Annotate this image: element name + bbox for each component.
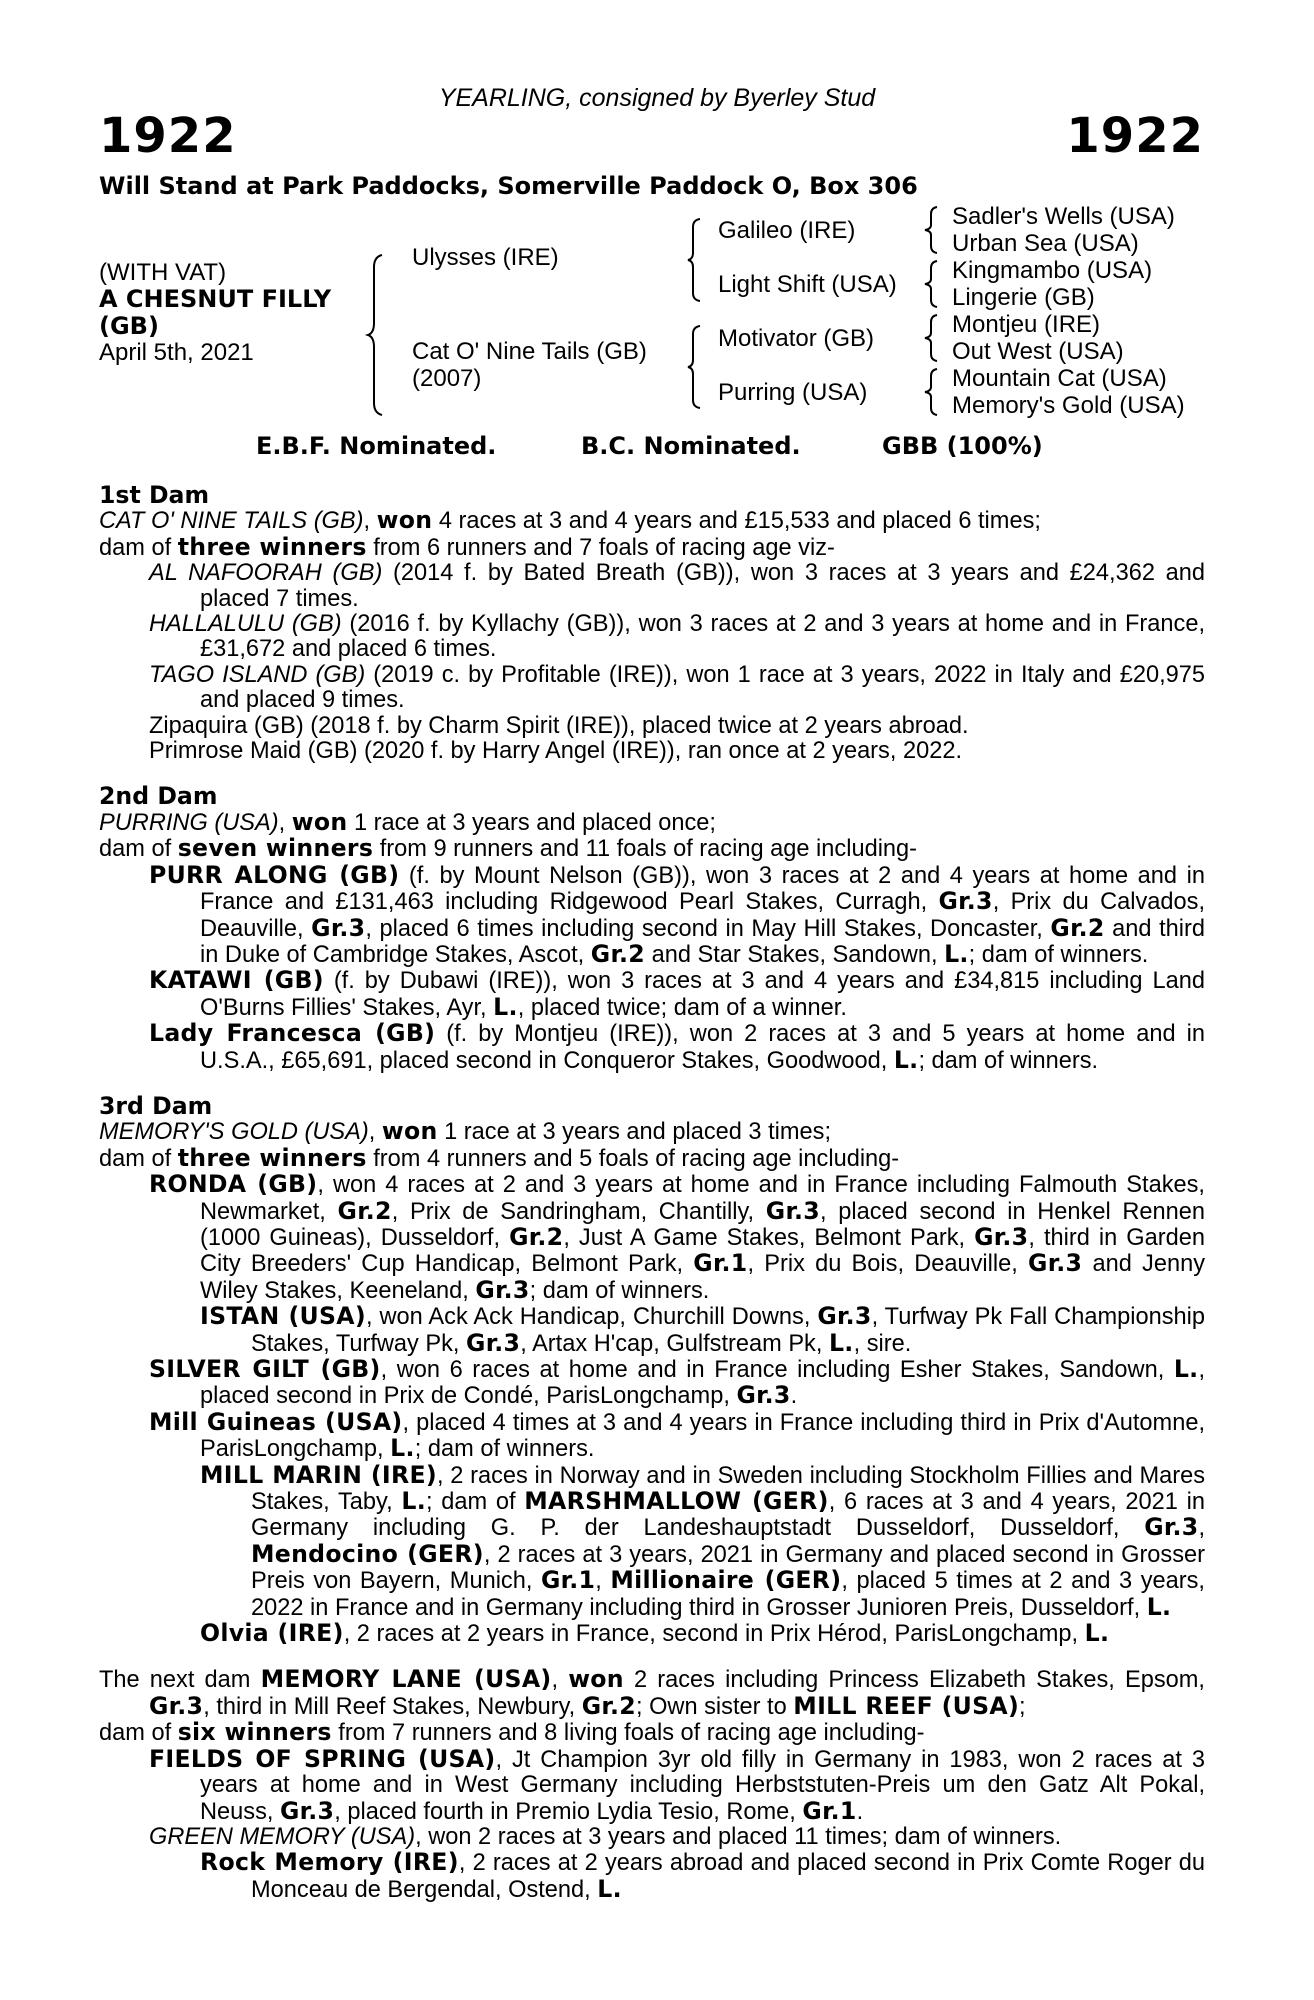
dam-name: MEMORY'S GOLD (USA)	[99, 1119, 369, 1146]
text: , sire.	[853, 1330, 912, 1357]
grade: Gr.3	[817, 1302, 872, 1331]
grade: L.	[401, 1487, 426, 1516]
dam-record	[99, 1119, 1205, 1145]
text: ,	[278, 809, 292, 836]
sire-dam: Light Shift (USA)	[718, 271, 897, 298]
text: and Star Stakes, Sandown,	[645, 941, 945, 968]
text: ,	[551, 1667, 569, 1694]
produce-name: Lady Francesca (GB)	[149, 1019, 436, 1048]
g3-sdd: Lingerie (GB)	[952, 284, 1095, 311]
grade: Gr.1	[693, 1249, 748, 1278]
grade: Gr.3	[1028, 1249, 1083, 1278]
dam-name: MEMORY LANE (USA)	[260, 1665, 552, 1694]
grade: Gr.1	[802, 1796, 857, 1825]
text: ,	[1198, 1515, 1205, 1542]
gbb-rating: GBB (100%)	[882, 432, 1043, 460]
foaling-date: April 5th, 2021	[99, 339, 254, 366]
winners-count: three winners	[177, 1143, 367, 1172]
produce-entry	[99, 1407, 1205, 1463]
produce-name: ISTAN (USA)	[200, 1302, 366, 1331]
catalogue-subtitle: YEARLING, consigned by Byerley Stud	[438, 84, 876, 112]
produce-name: KATAWI (GB)	[149, 966, 324, 995]
produce-entry	[99, 1357, 1205, 1410]
text: dam of	[99, 534, 178, 561]
text: , Artax H'cap, Gulfstream Pk,	[520, 1330, 829, 1357]
horse-name-country: (GB)	[99, 312, 159, 340]
grade: L.	[1173, 1355, 1199, 1383]
produce-entry-gen2	[99, 1850, 1205, 1903]
produce-entry	[99, 561, 1205, 612]
horse-name: A CHESNUT FILLY	[99, 285, 332, 313]
produce-entry: Primrose Maid (GB) (2020 f. by Harry Angel (IRE)), ran once at 2 years, 2022.	[149, 738, 962, 765]
text: ,	[368, 1119, 382, 1146]
text: (2019 c. by Profitable (IRE)), won 1 race at 3 years, 2022 in Italy and £20,975 and placed 9 times.	[200, 661, 1205, 714]
stand-location: Will Stand at Park Paddocks, Somerville Paddock O, Box 306	[99, 172, 918, 200]
text: ; dam of winners.	[918, 1047, 1099, 1074]
vat-note: (WITH VAT)	[99, 259, 227, 286]
section-heading-3rd-dam: 3rd Dam	[99, 1091, 213, 1120]
dam-record	[99, 807, 1205, 836]
produce-entry-gen2	[99, 1460, 1205, 1621]
text: The next dam	[99, 1667, 261, 1694]
spacer	[99, 1647, 1205, 1667]
text: , Prix du Calvados, Deauville,	[200, 889, 1205, 942]
grade: L.	[1146, 1592, 1172, 1621]
grade: L.	[893, 1045, 919, 1074]
produce-entry	[99, 860, 1205, 969]
ebf-nomination: E.B.F. Nominated.	[256, 432, 497, 460]
grade: Gr.2	[509, 1222, 564, 1251]
grade: Gr.3	[280, 1796, 335, 1825]
pedigree-brace-g3-3	[925, 313, 939, 363]
text: , placed 5 times at 2 and 3 years, 2022 in France and in Germany including third in Grosser Junioren Preis, Dusseldorf,	[251, 1568, 1205, 1621]
dam-dam: Purring (USA)	[718, 379, 868, 406]
text: (f. by Mount Nelson (GB)), won 3 races at 2 and 4 years at home and in France and £131,463 including Ridgewood Pearl Stakes, Curragh,	[200, 862, 1205, 916]
text: , Prix du Bois, Deauville,	[747, 1251, 1029, 1278]
produce-name: Mendocino (GER)	[251, 1539, 484, 1568]
produce-name: SILVER GILT (GB)	[149, 1355, 381, 1383]
grade: Gr.3	[1144, 1513, 1199, 1542]
text: , placed second in Prix de Condé, ParisLongchamp,	[200, 1357, 1205, 1410]
dam-year: (2007)	[412, 365, 482, 392]
text: dam of	[99, 1720, 178, 1747]
produce-entry	[99, 968, 1205, 1021]
pedigree-brace-main	[368, 255, 388, 415]
text: , Jt Champion 3yr old filly in Germany in 1983, won 2 races at 3 years at home and in West Germany including Herbststuten-Preis um den Gatz Alt Pokal, Neuss,	[200, 1746, 1206, 1825]
g3-dss: Montjeu (IRE)	[952, 311, 1101, 338]
produce-name: Mill Guineas (USA)	[149, 1407, 403, 1436]
text: , 6 races at 3 and 4 years, 2021 in Germany including G. P. der Landeshauptstadt Dusseldorf, Dusseldorf,	[251, 1489, 1205, 1542]
grade: Gr.3	[311, 913, 366, 942]
text: ; dam of winners.	[968, 941, 1149, 968]
text: ;	[1019, 1693, 1026, 1720]
won: won	[291, 807, 348, 836]
produce-name: FIELDS OF SPRING (USA)	[149, 1744, 496, 1773]
pedigree-body	[99, 483, 1205, 1903]
pedigree-brace-g3-1	[925, 205, 939, 255]
text: and Jenny Wiley Stakes, Keeneland,	[200, 1251, 1205, 1304]
g3-sds: Kingmambo (USA)	[952, 257, 1153, 284]
text: , third in Garden City Breeders' Cup Handicap, Belmont Park,	[200, 1224, 1205, 1278]
text: , 2 races at 2 years abroad and placed second in Prix Comte Roger du Monceau de Bergendal, Ostend,	[251, 1850, 1205, 1903]
grade: Gr.2	[1050, 913, 1105, 942]
grade: Gr.2	[590, 939, 646, 968]
section-heading-2nd-dam: 2nd Dam	[99, 782, 218, 811]
text: , third in Mill Reef Stakes, Newbury,	[203, 1693, 582, 1720]
dam-sire: Motivator (GB)	[718, 325, 875, 352]
text: 1 race at 3 years and placed once;	[347, 809, 716, 836]
text: ,	[595, 1568, 611, 1595]
text: 4 races at 3 and 4 years and £15,533 and placed 6 times;	[432, 508, 1041, 535]
produce-name: HALLALULU (GB)	[149, 611, 342, 638]
produce-name: Millionaire (GER)	[610, 1566, 842, 1595]
grade: Gr.3	[149, 1691, 204, 1720]
text: from 6 runners and 7 foals of racing age viz-	[366, 534, 835, 561]
produce-name: MILL MARIN (IRE)	[200, 1460, 437, 1489]
g3-ddd: Memory's Gold (USA)	[952, 392, 1185, 419]
text: from 4 runners and 5 foals of racing age including-	[366, 1145, 900, 1172]
text: , 2 races in Norway and in Sweden including Stockholm Fillies and Mares Stakes, Taby,	[251, 1462, 1205, 1516]
produce-name: MARSHMALLOW (GER)	[524, 1487, 829, 1516]
pedigree-brace-dam	[688, 326, 702, 408]
grade: L.	[1084, 1619, 1110, 1648]
produce-entry	[99, 1021, 1205, 1074]
text: , 2 races at 2 years in France, second in Prix Hérod, ParisLongchamp,	[343, 1621, 1085, 1648]
winners-count: three winners	[177, 532, 367, 561]
text: (2016 f. by Kyllachy (GB)), won 3 races at 2 and 3 years at home and in France, £31,672 and placed 6 times.	[200, 611, 1206, 663]
text: , Turfway Pk Fall Championship Stakes, Turfway Pk,	[251, 1304, 1205, 1357]
grade: Gr.3	[475, 1275, 530, 1304]
won: won	[568, 1665, 624, 1694]
g3-dsd: Out West (USA)	[952, 338, 1124, 365]
text: and third in Duke of Cambridge Stakes, Ascot,	[200, 915, 1205, 968]
winners-count: six winners	[177, 1718, 332, 1747]
sibling-name: MILL REEF (USA)	[793, 1691, 1020, 1720]
produce-name: AL NAFOORAH (GB)	[149, 560, 383, 587]
text: from 7 runners and 8 living foals of racing age including-	[331, 1720, 925, 1747]
dam-name: PURRING (USA)	[99, 809, 279, 836]
produce-name: Olvia (IRE)	[200, 1619, 344, 1648]
grade: L.	[390, 1434, 415, 1463]
bc-nomination: B.C. Nominated.	[581, 432, 801, 460]
g3-sss: Sadler's Wells (USA)	[952, 203, 1175, 230]
grade: Gr.3	[736, 1381, 791, 1410]
text: ,	[363, 508, 377, 535]
grade: Gr.2	[337, 1196, 392, 1225]
text: , placed twice; dam of a winner.	[517, 994, 847, 1021]
text: ; dam of winners.	[414, 1436, 595, 1463]
dam-record	[99, 508, 1205, 534]
dam-produce-summary	[99, 1143, 1205, 1172]
dam-produce-summary	[99, 532, 1205, 561]
sire-sire: Galileo (IRE)	[718, 217, 856, 244]
produce-name: Rock Memory (IRE)	[200, 1848, 459, 1877]
g3-dds: Mountain Cat (USA)	[952, 365, 1167, 392]
winners-count: seven winners	[177, 834, 374, 863]
dam-name: CAT O' NINE TAILS (GB)	[99, 508, 364, 535]
text: ; dam of	[425, 1489, 525, 1516]
produce-name: RONDA (GB)	[149, 1170, 318, 1199]
produce-name: PURR ALONG (GB)	[149, 860, 400, 889]
won: won	[376, 506, 433, 535]
text: 2 races including Princess Elizabeth Stakes, Epsom,	[623, 1667, 1205, 1694]
next-dam-record	[99, 1667, 1205, 1720]
text: (f. by Dubawi (IRE)), won 3 races at 3 and 4 years and £34,815 including Land O'Burns Fillies' Stakes, Ayr,	[200, 968, 1205, 1021]
spacer	[99, 764, 1205, 784]
text: , placed 6 times including second in May Hill Stakes, Doncaster,	[365, 915, 1051, 942]
text: , 2 races at 3 years, 2021 in Germany and placed second in Grosser Preis von Bayern, Munich,	[251, 1541, 1205, 1595]
grade: Gr.1	[540, 1566, 596, 1595]
text: dam of	[99, 1145, 178, 1172]
produce-entry-gen2	[99, 1621, 1205, 1647]
pedigree-brace-sire	[688, 219, 702, 301]
text: ; dam of winners.	[529, 1277, 710, 1304]
grade: Gr.3	[938, 887, 993, 916]
produce-entry-gen2	[99, 1304, 1205, 1357]
pedigree-brace-g3-4	[925, 367, 939, 417]
grade: L.	[493, 992, 518, 1021]
g3-ssd: Urban Sea (USA)	[952, 230, 1139, 257]
dam: Cat O' Nine Tails (GB)	[412, 338, 647, 365]
text: , placed second in Henkel Rennen (1000 Guineas), Dusseldorf,	[200, 1198, 1206, 1251]
lot-number-left: 1922	[99, 108, 237, 164]
text: , placed fourth in Premio Lydia Tesio, Rome,	[334, 1798, 803, 1825]
spacer	[99, 1074, 1205, 1094]
text: , won 4 races at 2 and 3 years at home and in France including Falmouth Stakes, Newmarket,	[200, 1172, 1205, 1225]
text: ; Own sister to	[635, 1693, 794, 1720]
section-heading-1st-dam: 1st Dam	[99, 481, 210, 509]
grade: Gr.3	[765, 1196, 820, 1225]
text: 1 race at 3 years and placed 3 times;	[437, 1119, 832, 1146]
grade: Gr.3	[466, 1328, 521, 1357]
text: , won 6 races at home and in France including Esher Stakes, Sandown,	[380, 1357, 1174, 1383]
grade: L.	[828, 1328, 854, 1357]
text: , Just A Game Stakes, Belmont Park,	[563, 1224, 975, 1251]
produce-entry	[99, 612, 1205, 663]
text: , Prix de Sandringham, Chantilly,	[391, 1198, 766, 1225]
dam-produce-summary	[99, 836, 1205, 862]
produce-entry: Zipaquira (GB) (2018 f. by Charm Spirit (IRE)), placed twice at 2 years abroad.	[149, 712, 969, 739]
text: , placed 4 times at 3 and 4 years in France including third in Prix d'Automne, ParisLongchamp,	[200, 1409, 1205, 1463]
text: , won Ack Ack Handicap, Churchill Downs,	[365, 1304, 818, 1331]
produce-name: TAGO ISLAND (GB)	[149, 661, 366, 688]
produce-name: GREEN MEMORY (USA)	[149, 1823, 416, 1850]
produce-entry	[99, 1172, 1205, 1304]
text: , won 2 races at 3 years and placed 11 times; dam of winners.	[415, 1823, 1062, 1850]
text: .	[856, 1798, 864, 1825]
produce-entry	[99, 663, 1205, 714]
text: dam of	[99, 836, 178, 863]
grade: Gr.2	[581, 1691, 636, 1720]
text: .	[790, 1383, 798, 1410]
dam-produce-summary	[99, 1720, 1205, 1746]
text: (2014 f. by Bated Breath (GB)), won 3 races at 3 years and £24,362 and placed 7 times.	[200, 560, 1205, 612]
sire: Ulysses (IRE)	[412, 244, 559, 271]
lot-number-right: 1922	[1066, 108, 1204, 164]
produce-entry	[99, 1744, 1206, 1825]
text: from 9 runners and 11 foals of racing age including-	[373, 836, 918, 863]
pedigree-brace-g3-2	[925, 259, 939, 309]
grade: L.	[597, 1874, 622, 1903]
produce-entry	[99, 1825, 1205, 1850]
grade: L.	[944, 939, 969, 968]
text: (f. by Montjeu (IRE)), won 2 races at 3 and 5 years at home and in U.S.A., £65,691, placed second in Conqueror Stakes, Goodwood,	[200, 1021, 1205, 1074]
grade: Gr.3	[974, 1222, 1029, 1251]
won: won	[381, 1117, 438, 1146]
